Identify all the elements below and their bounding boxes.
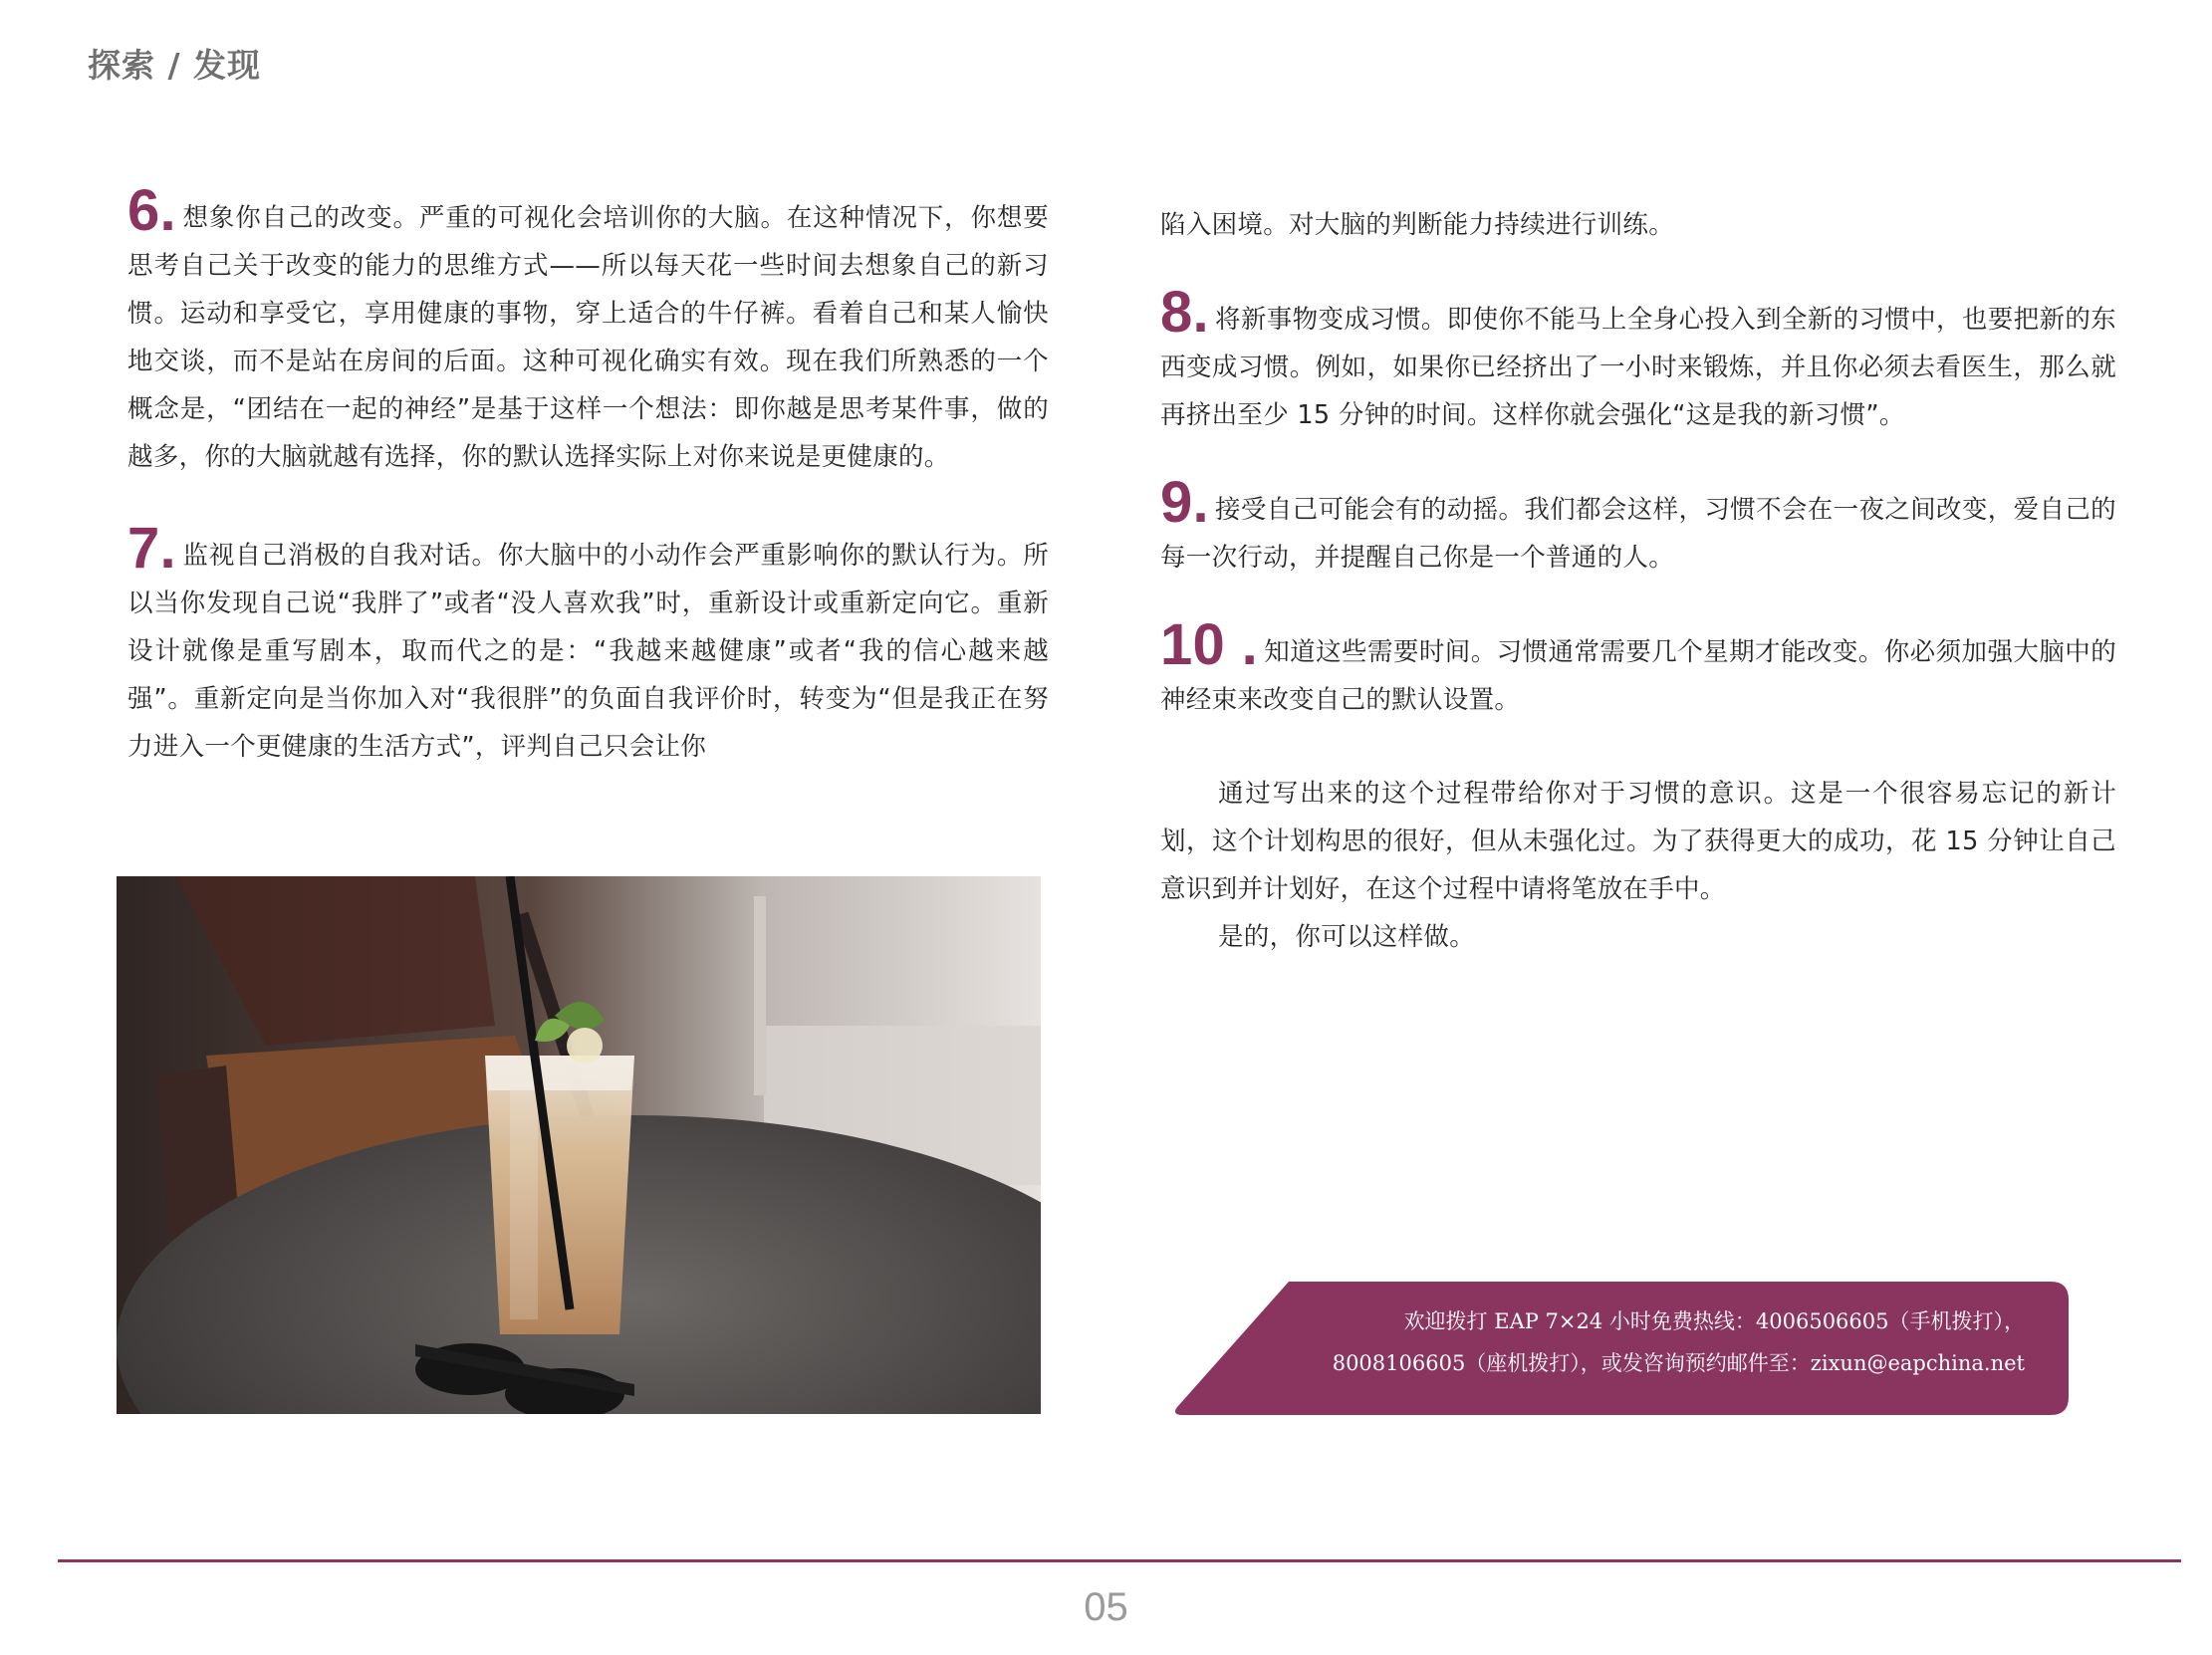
- hotline-text: 欢迎拨打 EAP 7×24 小时免费热线：4006506605（手机拨打），: [1403, 1309, 2025, 1333]
- list-item-10: [1160, 612, 2116, 724]
- list-item-7: [127, 516, 1049, 771]
- contact-banner: [1171, 1282, 2069, 1415]
- item-text: 知道这些需要时间。习惯通常需要几个星期才能改变。你必须加强大脑中的神经束来改变自己的默认设置。: [1160, 637, 2116, 715]
- closing-paragraph: 通过写出来的这个过程带给你对于习惯的意识。这是一个很容易忘记的新计划，这个计划构思的很好，但从未强化过。为了获得更大的成功，花 15 分钟让自己意识到并计划好，在这个过程中请将笔放在手中。: [1160, 779, 2116, 904]
- list-item-7-continued: 陷入困境。对大脑的判断能力持续进行训练。: [1160, 210, 1675, 240]
- list-item-8: [1160, 280, 2116, 439]
- left-column: [127, 178, 1049, 771]
- closing-line: 是的，你可以这样做。: [1218, 922, 1476, 952]
- list-item-6: [127, 178, 1049, 481]
- item-text: 想象你自己的改变。严重的可视化会培训你的大脑。在这种情况下，你想要思考自己关于改变的能力的思维方式——所以每天花一些时间去想象自己的新习惯。运动和享受它，享用健康的事物，穿上适合的牛仔裤。看着自己和某人愉快地交谈，而不是站在房间的后面。这种可视化确实有效。现在我们所熟悉的一个概念是，“团结在一起的神经”是基于这样一个想法：即你越是思考某件事，做的越多，你的大脑就越有选择，你的默认选择实际上对你来说是更健康的。: [127, 203, 1049, 472]
- right-column: [1160, 201, 2116, 961]
- item-number: 6.: [127, 178, 176, 243]
- item-number: 7.: [127, 516, 176, 581]
- item-number: 9.: [1160, 470, 1209, 535]
- item-text: 接受自己可能会有的动摇。我们都会这样，习惯不会在一夜之间改变，爱自己的每一次行动，并提醒自己你是一个普通的人。: [1160, 495, 2116, 573]
- footer-divider: [58, 1559, 2181, 1562]
- item-number: 8.: [1160, 280, 1209, 345]
- section-tag: 探索 / 发现: [88, 46, 262, 85]
- item-text: 将新事物变成习惯。即使你不能马上全身心投入到全新的习惯中，也要把新的东西变成习惯。例如，如果你已经挤出了一小时来锻炼，并且你必须去看医生，那么就再挤出至少 15 分钟的时间。这样你就会强化“这是我的新习惯”。: [1160, 305, 2116, 430]
- item-number: 10 .: [1160, 612, 1259, 677]
- list-item-9: [1160, 470, 2116, 582]
- page-number: 05: [1084, 1585, 1128, 1629]
- cafe-drink-photo: [117, 876, 1041, 1414]
- email-text: 8008106605（座机拨打），或发咨询预约邮件至：zixun@eapchina.net: [1332, 1351, 2025, 1375]
- item-text: 监视自己消极的自我对话。你大脑中的小动作会严重影响你的默认行为。所以当你发现自己说“我胖了”或者“没人喜欢我”时，重新设计或重新定向它。重新设计就像是重写剧本，取而代之的是：“我越来越健康”或者“我的信心越来越强”。重新定向是当你加入对“我很胖”的负面自我评价时，转变为“但是我正在努力进入一个更健康的生活方式”，评判自己只会让你: [127, 541, 1049, 762]
